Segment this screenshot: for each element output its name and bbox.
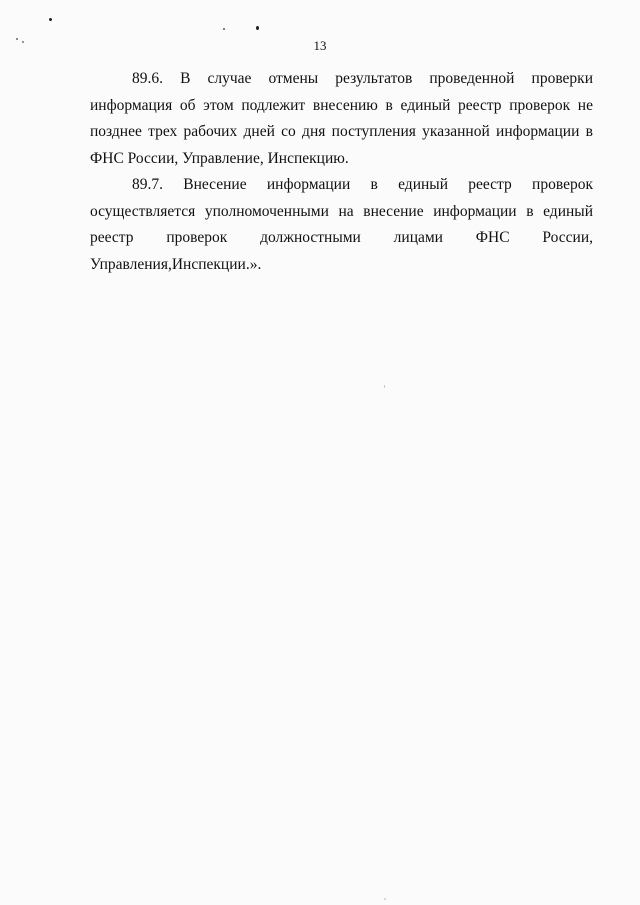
scan-speck [256,26,259,30]
scan-speck [49,18,52,21]
scan-speck [384,898,386,900]
document-body [90,66,593,278]
paragraph-89-6: 89.6. В случае отмены результатов проведенной проверки информация об этом подлежит внесению в единый реестр проверок не позднее трех рабочих дней со дня поступления указанной информации в ФНС России, Управление, Инспекцию. [90,70,593,167]
scan-speck [223,28,225,30]
paragraph-89-7: 89.7. Внесение информации в единый реестр проверок осуществляется уполномоченными на внесение информации в единый реестр проверок должностными лицами ФНС России, Управления,Инспекции.». [90,176,593,273]
page-number: 13 [313,38,327,53]
scan-speck [384,385,385,388]
